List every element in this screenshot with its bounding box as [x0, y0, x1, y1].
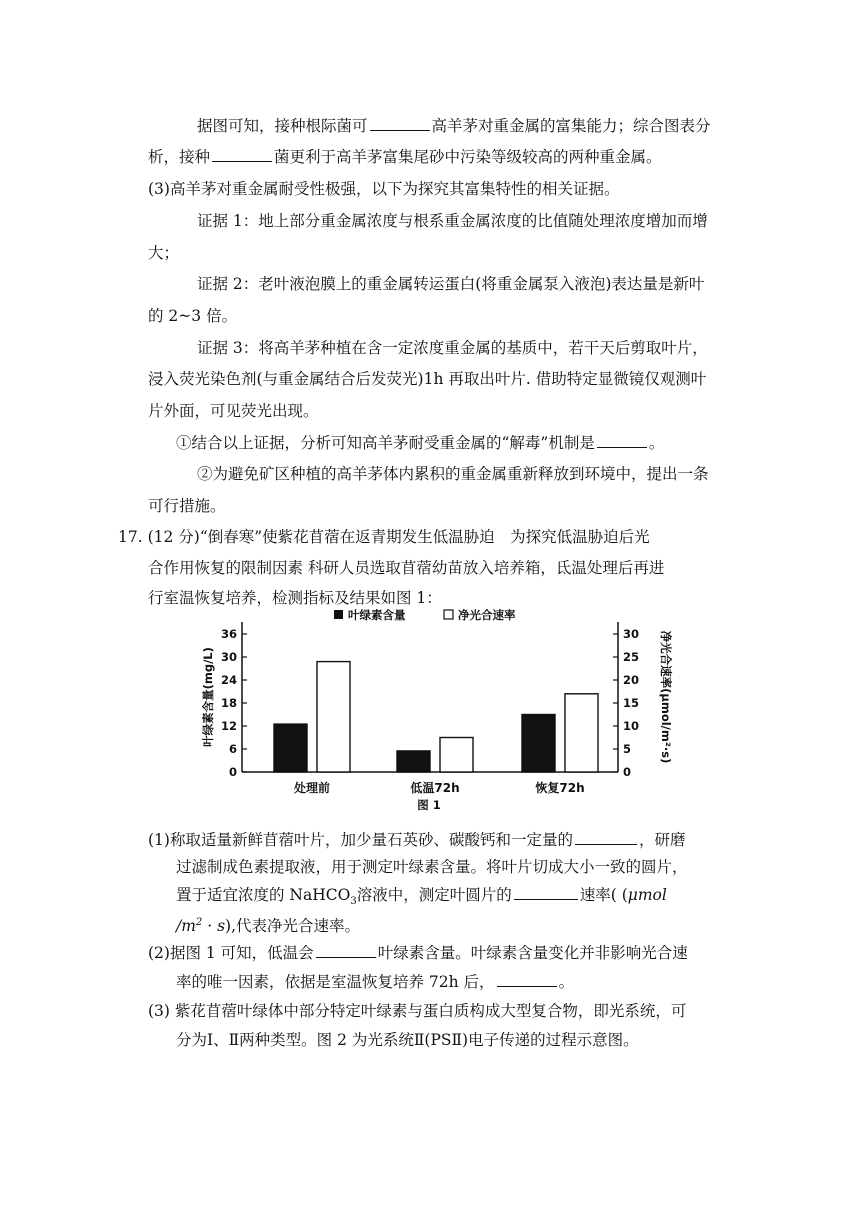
- y-left-tick-label: 24: [220, 673, 237, 687]
- q3-title: (3)高羊茅对重金属耐受性极强，以下为探究其富集特性的相关证据。: [148, 180, 620, 198]
- y-left-tick-label: 36: [220, 627, 237, 641]
- p1-text-d: 菌更利于高羊茅富集尾砂中污染等级较高的两种重金属。: [274, 148, 662, 166]
- evidence-3-line1: 证据 3：将高羊茅种植在含一定浓度重金属的基质中，若干天后剪取叶片，: [197, 339, 708, 357]
- part3-line1: (3) 紫花苜蓿叶绿体中部分特定叶绿素与蛋白质构成大型复合物，即光系统，可: [148, 1002, 687, 1020]
- evidence-3-line3: 片外面，可见荧光出现。: [148, 402, 319, 420]
- q17-line2: 合作用恢复的限制因素 科研人员选取苜蓿幼苗放入培养箱，氐温处理后再进: [148, 559, 665, 577]
- evidence-2-line2: 的 2~3 倍。: [148, 307, 238, 325]
- part2-text-c: 率的唯一因素，依据是室温恢复培养 72h 后，: [176, 973, 495, 991]
- y-right-tick-label: 30: [623, 627, 640, 641]
- part1-text-d: 溶液中，测定叶圆片的: [356, 886, 512, 904]
- y-left-tick-label: 30: [220, 650, 237, 664]
- unit-s: · s: [202, 917, 226, 936]
- part1-text-c: 置于适宜浓度的 NaHCO: [176, 886, 351, 904]
- y-right-tick-label: 15: [623, 696, 640, 710]
- chart-legend: [334, 608, 516, 622]
- x-category-label: 处理前: [293, 781, 331, 795]
- part2-line1: [148, 942, 688, 964]
- answer-blank-1[interactable]: [370, 115, 430, 131]
- y-axis-right-label: 净光合速率(μmol/m²·s): [659, 630, 673, 764]
- p1-text-b: 高羊茅对重金属的富集能力；综合图表分: [431, 117, 711, 135]
- legend-swatch-chlorophyll: [334, 610, 343, 619]
- evidence-2-line1: 证据 2：老叶液泡膜上的重金属转运蛋白(将重金属泵入液泡)表达量是新叶: [197, 275, 705, 293]
- y-right-tick-label: 5: [623, 742, 632, 756]
- part1-text-e: 速率( (: [579, 886, 628, 904]
- evidence-1-line2: 大；: [148, 244, 180, 262]
- sub-question-2-line1: ②为避免矿区种植的高羊茅体内累积的重金属重新释放到环境中，提出一条: [197, 465, 709, 483]
- q17-line1: 17. (12 分)“倒春寒”使紫花苜蓿在返青期发生低温胁迫 为探究低温胁迫后光: [118, 528, 650, 546]
- bar-photosynthesis-2: [565, 694, 598, 772]
- answer-blank-2[interactable]: [212, 146, 272, 162]
- part2-text-a: (2)据图 1 可知，低温会: [148, 944, 314, 962]
- part1-line3: [176, 884, 667, 913]
- answer-blank-3[interactable]: [597, 432, 647, 448]
- legend-label-chlorophyll: 叶绿素含量: [348, 608, 406, 622]
- answer-blank-7[interactable]: [497, 971, 557, 987]
- part3-line2: 分为Ⅰ、Ⅱ两种类型。图 2 为光系统Ⅱ(PSⅡ)电子传递的过程示意图。: [176, 1031, 639, 1049]
- y-left-tick-label: 18: [220, 696, 237, 710]
- part1-line2: 过滤制成色素提取液，用于测定叶绿素含量。将叶片切成大小一致的圆片，: [176, 858, 688, 876]
- part1-line1: [148, 829, 685, 851]
- sub1-text: ①结合以上证据，分析可知高羊茅耐受重金属的“解毒”机制是: [176, 434, 595, 452]
- y-left-tick-label: 6: [228, 742, 237, 756]
- bar-photosynthesis-0: [317, 662, 350, 772]
- evidence-1-line1: 证据 1：地上部分重金属浓度与根系重金属浓度的比值随处理浓度增加而增: [197, 212, 708, 230]
- y-right-tick-label: 10: [623, 719, 640, 733]
- bar-chlorophyll-0: [274, 724, 307, 772]
- part1-text-b: ，研磨: [638, 831, 686, 849]
- unit-m: /m: [176, 917, 196, 936]
- x-category-label: 恢复72h: [535, 781, 585, 795]
- sub1-end: 。: [648, 434, 665, 452]
- unit-umol: μmol: [627, 886, 667, 904]
- x-category-label: 低温72h: [410, 781, 460, 795]
- evidence-3-line2: 浸入荧光染色剂(与重金属结合后发荧光)1h 再取出叶片. 借助特定显微镜仅观测叶: [148, 370, 707, 388]
- bar-chlorophyll-1: [397, 751, 430, 772]
- y-left-tick-label: 12: [220, 719, 237, 733]
- part1-text-f: ),代表净光合速率。: [225, 917, 361, 936]
- figure-caption: 图 1: [417, 798, 441, 812]
- y-left-tick-label: 0: [228, 765, 237, 779]
- answer-blank-4[interactable]: [575, 829, 637, 845]
- y-axis-left-label: 叶绿素含量(mg/L): [201, 647, 215, 747]
- part2-text-b: 叶绿素含量。叶绿素含量变化并非影响光合速: [377, 944, 688, 962]
- q17-line3: 行室温恢复培养，检测指标及结果如图 1：: [148, 589, 442, 607]
- y-right-tick-label: 25: [623, 650, 640, 664]
- p1-line1: [197, 115, 711, 137]
- sub-question-2-line2: 可行措施。: [148, 497, 226, 515]
- part1-text-a: (1)称取适量新鲜苜蓿叶片，加少量石英砂、碳酸钙和一定量的: [148, 831, 573, 849]
- p1-line2: [148, 146, 662, 168]
- part2-text-d: 。: [558, 973, 575, 991]
- bar-chlorophyll-2: [522, 715, 555, 773]
- unit-superscript: 2: [195, 917, 203, 928]
- legend-label-photosynthesis: 净光合速率: [458, 608, 516, 622]
- part1-subscript: 3: [350, 896, 357, 908]
- p1-text-c: 析，接种: [148, 148, 211, 166]
- y-right-tick-label: 20: [623, 673, 640, 687]
- part2-line2: [176, 971, 574, 993]
- legend-swatch-photosynthesis: [444, 610, 453, 619]
- answer-blank-5[interactable]: [514, 884, 578, 900]
- bar-photosynthesis-1: [440, 738, 473, 773]
- sub-question-1: [176, 432, 664, 454]
- figure-1-bar-chart: [200, 604, 680, 814]
- p1-text-a: 据图可知，接种根际菌可: [197, 117, 368, 135]
- part1-line4: [176, 912, 360, 937]
- y-right-tick-label: 0: [623, 765, 632, 779]
- answer-blank-6[interactable]: [316, 942, 376, 958]
